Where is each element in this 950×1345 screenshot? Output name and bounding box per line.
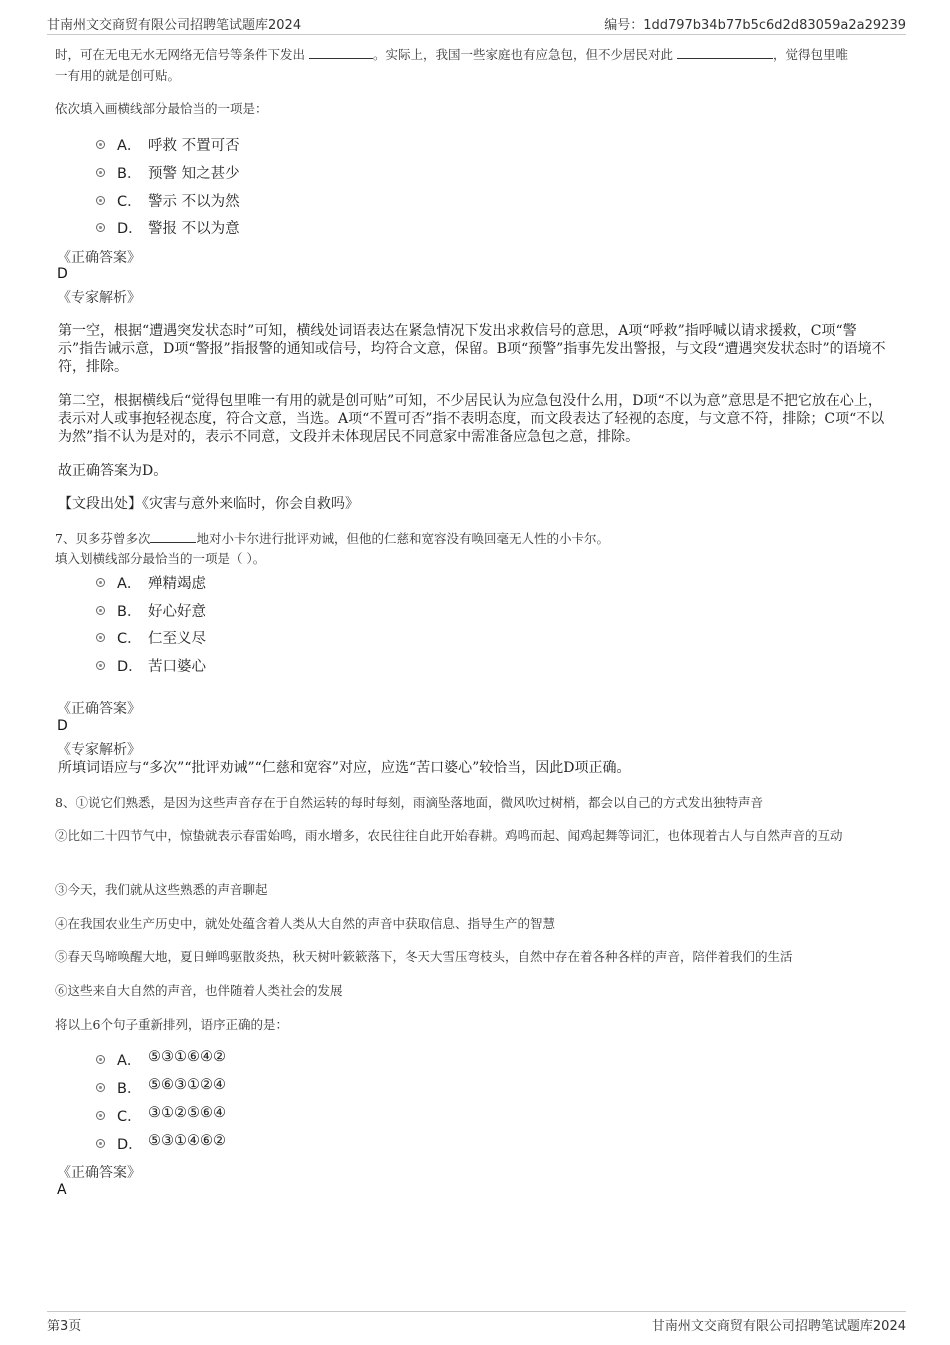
q7-analysis: 所填词语应与“多次”“批评劝诫”“仁慈和宽容”对应，应选“苦口婆心”较恰当，因此D项正确。 — [58, 760, 631, 776]
q8-sentence-6: ⑥这些来自大自然的声音，也伴随着人类社会的发展 — [55, 983, 343, 998]
q7-blank — [150, 530, 196, 544]
q6-analysis-label: 《专家解析》 — [57, 290, 141, 306]
page-number: 第3页 — [47, 1319, 82, 1334]
q8-sentence-2: ②比如二十四节气中，惊蛰就表示春雷始鸣，雨水增多，农民往往自此开始春耕。鸡鸣而起、闻鸡起舞等词汇，也体现着古人与自然声音的互动 — [55, 828, 843, 843]
q6-source: 【文段出处】《灾害与意外来临时，你会自救吗》 — [58, 496, 359, 512]
q6-stem-part3: ，觉得包里唯 — [773, 47, 849, 62]
q6-stem-part2: 。实际上，我国一些家庭也有应急包，但不少居民对此 — [373, 47, 674, 62]
q8-sentence-5: ⑤春天鸟啼唤醒大地，夏日蝉鸣驱散炎热，秋天树叶簌簌落下，冬天大雪压弯枝头，自然中存在着各种各样的声音，陪伴着我们的生活 — [55, 949, 793, 964]
header-title: 甘南州文交商贸有限公司招聘笔试题库2024 — [47, 18, 302, 33]
page-header — [47, 12, 906, 35]
radio-icon[interactable] — [96, 1055, 105, 1064]
q6-analysis-p1: 第一空，根据“遭遇突发状态时”可知，横线处词语表达在紧急情况下发出求救信号的意思，A项“呼救”指呼喊以请求援救，C项“警示”指告诫示意，D项“警报”指报警的通知或信号，均符合文意，保留。B项“预警”指事先发出警报，与文段“遭遇突发状态时”的语境不符，排除。 — [58, 323, 886, 375]
radio-icon[interactable] — [96, 578, 105, 587]
q6-stem-part1: 时，可在无电无水无网络无信号等条件下发出 — [55, 47, 306, 62]
q8-answer: A — [57, 1182, 67, 1198]
q8-sentence-4: ④在我国农业生产历史中，就处处蕴含着人类从大自然的声音中获取信息、指导生产的智慧 — [55, 916, 556, 931]
q7-prompt: 填入划横线部分最恰当的一项是（ ）。 — [55, 551, 266, 566]
header-doc-id: 编号：1dd797b34b77b5c6d2d83059a2a29239 — [604, 18, 906, 33]
q6-stem-line2: 一有用的就是创可贴。 — [55, 68, 181, 83]
radio-icon[interactable] — [96, 633, 105, 642]
q6-answer: D — [57, 266, 68, 282]
q7-answer-label: 《正确答案》 — [57, 701, 141, 717]
q6-answer-label: 《正确答案》 — [57, 250, 141, 266]
q7-analysis-label: 《专家解析》 — [57, 742, 141, 758]
radio-icon[interactable] — [96, 140, 105, 149]
q8-sentence-3: ③今天，我们就从这些熟悉的声音聊起 — [55, 882, 268, 897]
radio-icon[interactable] — [96, 606, 105, 615]
radio-icon[interactable] — [96, 223, 105, 232]
footer-title: 甘南州文交商贸有限公司招聘笔试题库2024 — [651, 1319, 906, 1334]
q7-answer: D — [57, 718, 68, 734]
q6-stem — [55, 44, 905, 86]
q7-stem: 7、贝多芬曾多次 地对小卡尔进行批评劝诫，但他的仁慈和宽容没有唤回毫无人性的小卡尔。 — [55, 531, 609, 546]
q6-blank-1 — [309, 46, 373, 60]
q6-analysis-p2: 第二空，根据横线后“觉得包里唯一有用的就是创可贴”可知，不少居民认为应急包没什么用，D项“不以为意”意思是不把它放在心上，表示对人或事抱轻视态度，符合文意，当选。A项“不置可否”指不表明态度，而文段表达了轻视的态度，与文意不符，排除；C项“不以为然”指不认为是对的，表示不同意，文段并未体现居民不同意家中需准备应急包之意，排除。 — [58, 393, 885, 445]
page-footer — [47, 1311, 906, 1336]
q8-prompt: 将以上6个句子重新排列，语序正确的是： — [55, 1017, 288, 1032]
radio-icon[interactable] — [96, 661, 105, 670]
radio-icon[interactable] — [96, 196, 105, 205]
q6-analysis-p3: 故正确答案为D。 — [58, 463, 168, 479]
radio-icon[interactable] — [96, 1083, 105, 1092]
radio-icon[interactable] — [96, 1139, 105, 1148]
q8-answer-label: 《正确答案》 — [57, 1165, 141, 1181]
q6-prompt: 依次填入画横线部分最恰当的一项是： — [55, 101, 268, 116]
q8-sentence-1: 8、①说它们熟悉，是因为这些声音存在于自然运转的每时每刻，雨滴坠落地面，微风吹过树梢，都会以自己的方式发出独特声音 — [55, 795, 763, 810]
q6-blank-2 — [677, 46, 773, 60]
radio-icon[interactable] — [96, 168, 105, 177]
radio-icon[interactable] — [96, 1111, 105, 1120]
